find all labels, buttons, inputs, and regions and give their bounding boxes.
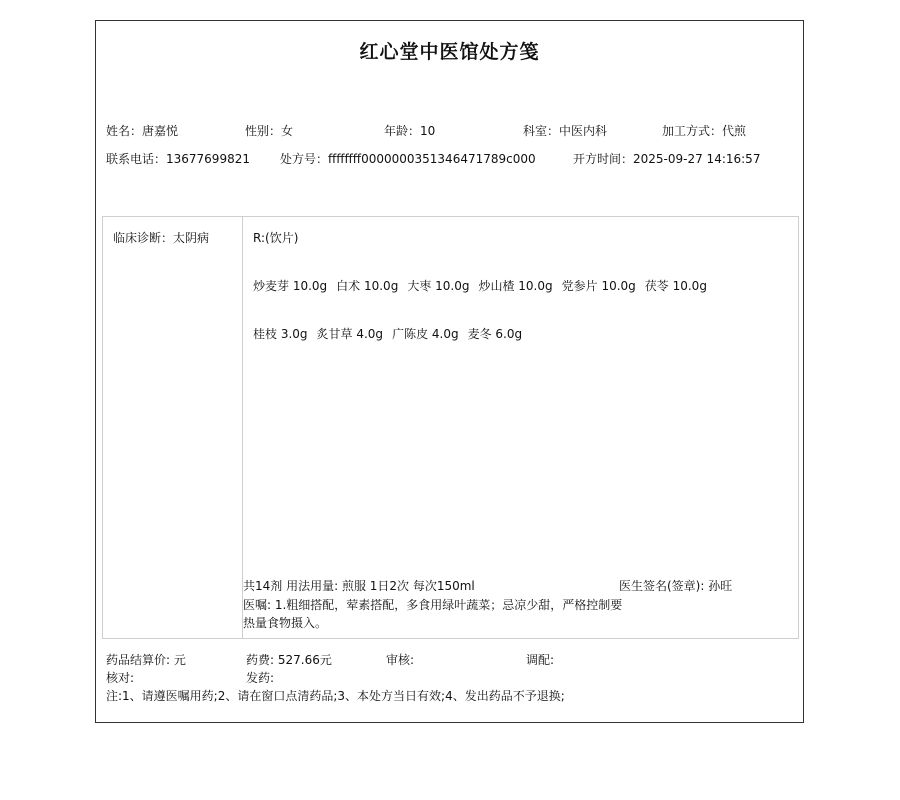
herb-item: 麦冬 6.0g <box>467 327 523 341</box>
department: 科室：中医内科 <box>523 124 608 138</box>
footer-row-2 <box>106 669 274 686</box>
patient-info-row-1 <box>106 122 746 139</box>
review-field: 审核: <box>386 653 415 667</box>
patient-name: 姓名：唐嘉悦 <box>106 124 179 138</box>
herb-item: 炒山楂 10.0g <box>478 279 553 293</box>
prescription-number: 处方号：ffffffff0000000351346471789c000 <box>280 152 536 166</box>
herb-item: 白术 10.0g <box>336 279 399 293</box>
usage-dosage: 共14剂 用法用量: 煎服 1日2次 每次150ml <box>243 579 475 593</box>
page-title: 红心堂中医馆处方笺 <box>359 41 540 63</box>
drug-fee: 药费: 527.66元 <box>246 653 332 667</box>
herb-list-line-1 <box>253 277 716 294</box>
prescription-time: 开方时间：2025-09-27 14:16:57 <box>573 152 761 166</box>
herb-item: 茯苓 10.0g <box>644 279 707 293</box>
herb-item: 广陈皮 4.0g <box>392 327 459 341</box>
herb-item: 桂枝 3.0g <box>253 327 308 341</box>
rx-label: R:(饮片) <box>253 231 299 245</box>
prescription-sheet <box>95 20 804 723</box>
herb-item: 炒麦芽 10.0g <box>253 279 328 293</box>
check-field: 核对: <box>106 671 135 685</box>
footer-note: 注:1、请遵医嘱用药;2、请在窗口点清药品;3、本处方当日有效;4、发出药品不予退换; <box>106 689 565 703</box>
contact-phone: 联系电话：13677699821 <box>106 152 250 166</box>
processing-method: 加工方式：代煎 <box>662 124 747 138</box>
issue-field: 发药: <box>246 671 275 685</box>
prescription-column <box>243 217 798 638</box>
herb-item: 炙甘草 4.0g <box>316 327 384 341</box>
diagnosis-column <box>103 217 243 638</box>
drug-settlement-price: 药品结算价: 元 <box>106 653 186 667</box>
dispense-field: 调配: <box>526 653 555 667</box>
doctor-signature: 医生签名(签章): 孙旺 <box>619 579 733 593</box>
patient-gender: 性别：女 <box>245 124 294 138</box>
herb-item: 党参片 10.0g <box>561 279 636 293</box>
prescription-box <box>102 216 799 639</box>
herb-list-line-2 <box>253 325 531 342</box>
clinical-diagnosis: 临床诊断：太阴病 <box>113 231 210 245</box>
medical-advice: 医嘱: 1.粗细搭配，荤素搭配，多食用绿叶蔬菜；忌凉少甜，严格控制要热量食物摄入。 <box>243 598 623 630</box>
patient-info-row-2 <box>106 150 760 167</box>
footer-row-1 <box>106 651 554 668</box>
herb-item: 大枣 10.0g <box>407 279 470 293</box>
patient-age: 年龄：10 <box>384 124 436 138</box>
